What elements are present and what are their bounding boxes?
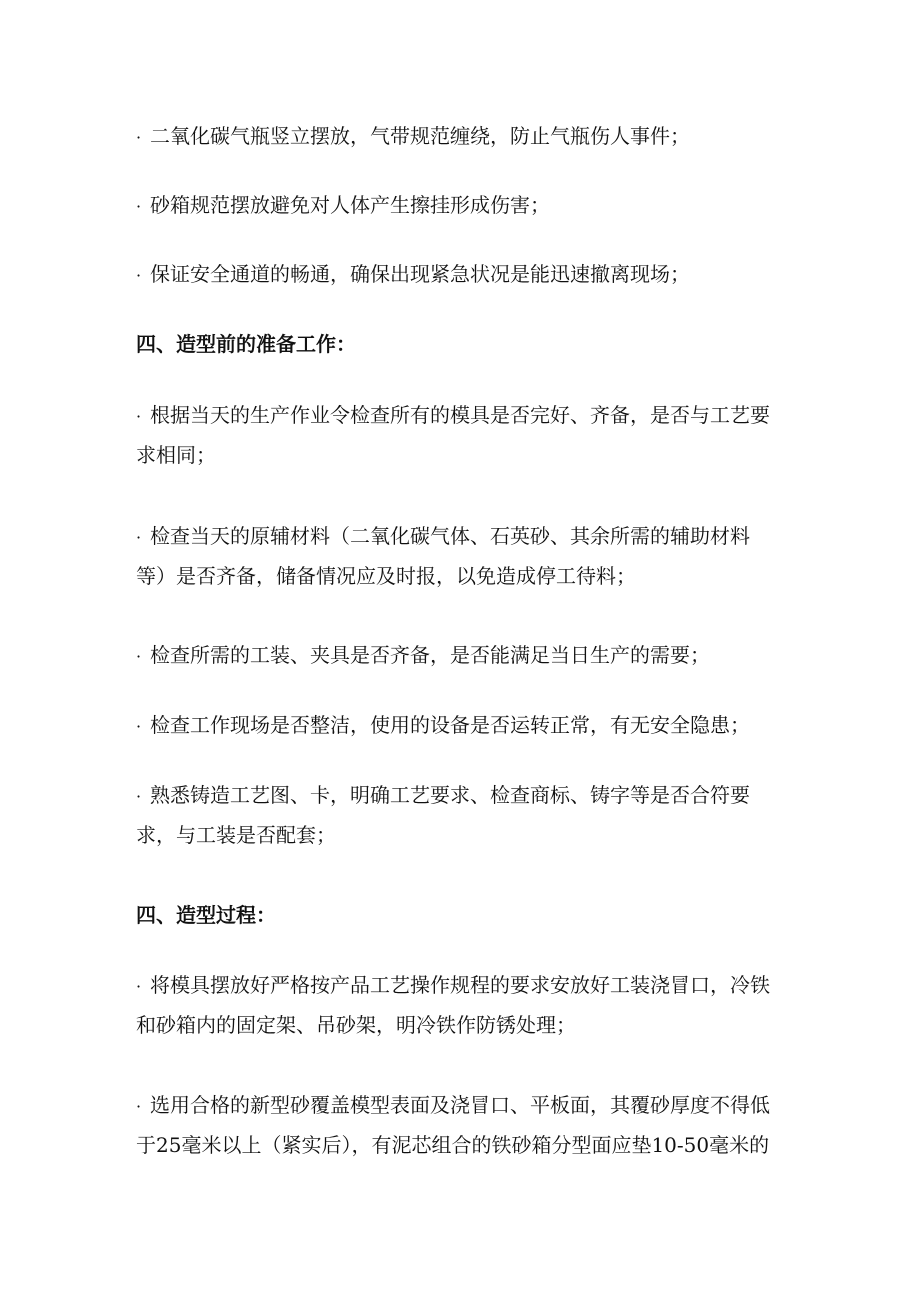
heading-text: 四、造型过程：: [136, 903, 276, 927]
paragraph-line: 检查所需的工装、夹具是否齐备，是否能满足当日生产的需要；: [150, 643, 710, 667]
bullet-mark: ·: [136, 717, 142, 736]
list-item: [136, 715, 796, 735]
list-item: [136, 264, 796, 284]
list-item: [136, 645, 796, 665]
paragraph-line: 选用合格的新型砂覆盖模型表面及浇冒口、平板面，其覆砂厚度不得低: [150, 1093, 770, 1117]
list-item: [136, 1095, 796, 1155]
section-heading: [136, 905, 796, 925]
list-item: [136, 126, 796, 146]
section-heading: [136, 334, 796, 354]
paragraph-line: 检查工作现场是否整洁，使用的设备是否运转正常，有无安全隐患；: [150, 713, 750, 737]
list-item: [136, 526, 796, 586]
bullet-mark: ·: [136, 977, 142, 996]
paragraph-line: 熟悉铸造工艺图、卡，明确工艺要求、检查商标、铸字等是否合符要: [150, 783, 750, 807]
paragraph-line: 二氧化碳气瓶竖立摆放，气带规范缠绕，防止气瓶伤人事件；: [150, 124, 690, 148]
bullet-mark: ·: [136, 787, 142, 806]
bullet-mark: ·: [136, 1097, 142, 1116]
list-item: [136, 975, 796, 1035]
paragraph-line: 保证安全通道的畅通，确保出现紧急状况是能迅速撤离现场；: [150, 262, 690, 286]
bullet-mark: ·: [136, 407, 142, 426]
paragraph-line: 根据当天的生产作业令检查所有的模具是否完好、齐备，是否与工艺要: [150, 403, 770, 427]
bullet-mark: ·: [136, 128, 142, 147]
bullet-mark: ·: [136, 266, 142, 285]
paragraph-line: 检查当天的原辅材料（二氧化碳气体、石英砂、其余所需的辅助材料: [150, 524, 750, 548]
bullet-mark: ·: [136, 528, 142, 547]
list-item: [136, 785, 796, 845]
paragraph-line: 求，与工装是否配套；: [136, 823, 336, 847]
bullet-mark: ·: [136, 197, 142, 216]
paragraph-line: 将模具摆放好严格按产品工艺操作规程的要求安放好工装浇冒口，冷铁: [150, 973, 770, 997]
list-item: [136, 195, 796, 215]
paragraph-line: 和砂箱内的固定架、吊砂架，明冷铁作防锈处理；: [136, 1013, 576, 1037]
heading-text: 四、造型前的准备工作：: [136, 332, 356, 356]
paragraph-line: 等）是否齐备，储备情况应及时报，以免造成停工待料；: [136, 564, 636, 588]
paragraph-line: 砂箱规范摆放避免对人体产生擦挂形成伤害；: [150, 193, 550, 217]
list-item: [136, 405, 796, 465]
paragraph-line: 于25毫米以上（紧实后），有泥芯组合的铁砂箱分型面应垫10-50毫米的: [136, 1133, 770, 1157]
paragraph-line: 求相同；: [136, 443, 216, 467]
bullet-mark: ·: [136, 647, 142, 666]
